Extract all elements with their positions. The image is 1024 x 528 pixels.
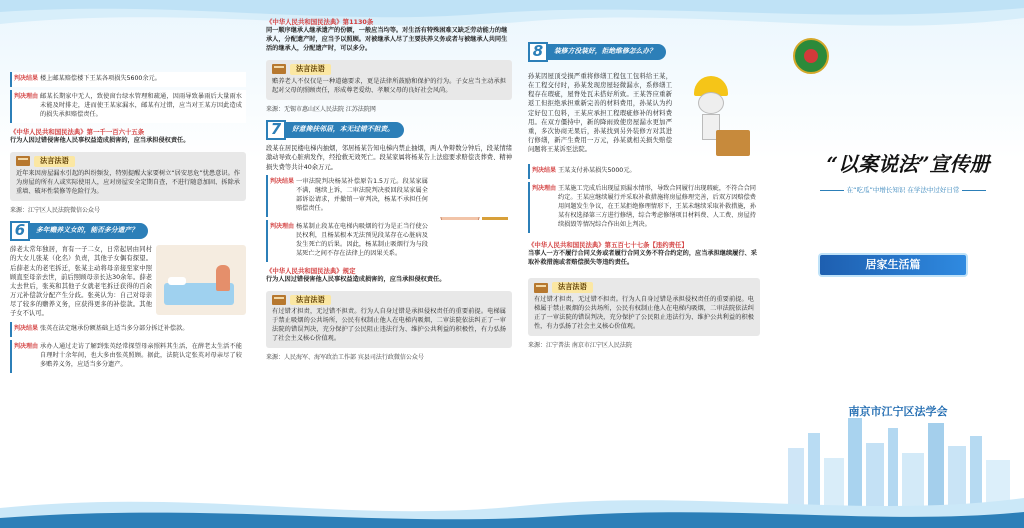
case-header bbox=[528, 42, 760, 62]
reason-tag: 判决理由 bbox=[532, 185, 557, 193]
law-title: 《中华人民共和国民法典》第一千一百六十五条 bbox=[10, 127, 145, 136]
panel-1 bbox=[0, 0, 258, 528]
legal-tip-box bbox=[528, 278, 760, 335]
legal-tip-box bbox=[266, 60, 512, 99]
law-title: 《中华人民共和国民法典》第五百七十七条【违约责任】 bbox=[528, 241, 688, 250]
source-note: 来源：江宁区人民法院微信公众号 bbox=[10, 206, 101, 214]
brochure-subtitle-row bbox=[798, 186, 1008, 195]
panel-2 bbox=[258, 0, 520, 528]
cover-panel bbox=[768, 0, 1024, 528]
law-text: 行为人因过错侵害他人民事权益造成损害的，应当承担侵权责任。 bbox=[10, 137, 190, 145]
case-story-text: 段某在居民楼电梯内抽烟，邻居杨某告知电梯内禁止抽烟，两人争辩数分钟后，段某情绪激动导致心脏病发作，经抢救无效死亡。段某家属将杨某告上法庭要求赔偿丧葬费、精神损失费等共计40余万元。 bbox=[266, 145, 512, 171]
panel-3 bbox=[520, 0, 768, 528]
case-title: 好意搀扶邻居，本无过错不担责。 bbox=[284, 122, 404, 138]
case-number: 7 bbox=[266, 120, 286, 140]
reason-tag: 判决理由 bbox=[14, 343, 39, 351]
case-story-text: 薛老太常年独居，育有一子二女，日常起居由同村的大女儿张某（化名）负责，其他子女偶有探望。后薛老太的老宅拆迁，张某主动将母亲接至家中照顾直至母亲去世，前后照顾母亲长达30余年。薛老太去世后，张英和其他子女就老宅拆迁获得的百余万元补偿款分配产生分歧。张英认为：自己对母亲尽了较多的赡养义务，应获得更多的补偿款。其他子女不认可。 bbox=[10, 246, 152, 318]
case-title: 多年赡养义女的，能否多分遗产？ bbox=[28, 223, 148, 239]
verdict-block bbox=[266, 175, 512, 217]
result-tag: 判决结果 bbox=[14, 325, 39, 333]
source-note: 来源：江宁普法 南京市江宁区人民法院 bbox=[528, 341, 632, 349]
reason-text: 邮某长期家中无人，致使窗台绿水管理和疏通，因雨导致暴雨后大量雨水未能及时排走，进而使王某家漏水，邮某有过错，应当对王某方因此造成的损失承担赔偿责任。 bbox=[40, 92, 242, 118]
source-note: 来源：无锡市惠山区人民法院 江苏法院网 bbox=[266, 105, 376, 113]
legal-tip-text: 有过错才担责，无过错不担责。行为人自身过错是承担侵权责任的重要前提。电梯属于禁止吸烟的公共场所，公民有权制止他人在电梯内吸烟，二审法院依法纠正了一审法院的错误判决，充分保护了公民阻止违法行为、维护公共利益的积极性，有力弘扬了社会主义核心价值观。 bbox=[272, 308, 506, 343]
law-text: 同一顺序继承人继承遗产的份额，一般应当均等。对生活有特殊困难又缺乏劳动能力的继承人，分配遗产时，应当予以照顾。对被继承人尽了主要扶养义务或者与被继承人共同生活的继承人，分配遗产时，可以多分。 bbox=[266, 27, 508, 53]
result-text: 一审法院判决杨某补偿原告1.5万元。段某家属不满，继续上诉，二审法院判决驳回段某家属全部诉讼请求，并撤销一审判决，杨某不承担任何赔偿责任。 bbox=[296, 177, 428, 212]
source-note: 来源：人民海军、海军政治工作部 宾县司法行政微信公众号 bbox=[266, 354, 424, 362]
legal-tip-box bbox=[10, 152, 246, 200]
legal-tip-title: 法言法语 bbox=[290, 295, 331, 305]
case-story bbox=[528, 72, 760, 154]
verdict-block bbox=[10, 72, 246, 87]
book-icon bbox=[272, 295, 286, 305]
result-text: 张英在法定继承份额基础上适当多分部分拆迁补偿款。 bbox=[40, 325, 189, 333]
legal-tip-title: 法言法语 bbox=[552, 282, 593, 292]
result-tag: 判决结果 bbox=[270, 177, 295, 185]
organization-name: 南京市江宁区法学会 bbox=[848, 405, 948, 418]
reason-block bbox=[10, 340, 246, 373]
legal-tip-title: 法言法语 bbox=[290, 64, 331, 74]
legal-tip-text: 赡养老人不仅仅是一种道德要求，更是法律所鼓励和保护的行为。子女应当主动承担起对父母的照顾责任，形成尊老爱幼、孝顺父母的良好社会风尚。 bbox=[272, 77, 506, 94]
brochure-title: “以案说法”宣传册 bbox=[826, 152, 990, 176]
case-header bbox=[10, 221, 246, 241]
reason-tag: 判决理由 bbox=[14, 92, 39, 100]
reason-block bbox=[10, 90, 246, 123]
reason-tag: 判决理由 bbox=[270, 222, 295, 230]
bottom-wave-decoration bbox=[0, 468, 1024, 528]
reason-text: 杨某制止段某在电梯内吸烟的行为是正当行使公民权利，且杨某根本无法预见段某存在心脏病及发生死亡的后果。因此，杨某制止吸烟行为与段某死亡之间不存在法律上的因果关系。 bbox=[296, 222, 428, 257]
reason-block bbox=[528, 182, 760, 233]
law-text: 行为人因过错侵害他人民事权益造成损害的，应当承担侵权责任。 bbox=[266, 275, 446, 283]
book-icon bbox=[16, 156, 30, 166]
law-title: 《中华人民共和国民法典》规定 bbox=[266, 266, 356, 275]
verdict-block bbox=[528, 164, 760, 179]
book-icon bbox=[272, 64, 286, 74]
caregiving-illustration bbox=[156, 245, 246, 315]
legal-tip-title: 法言法语 bbox=[34, 156, 75, 166]
law-society-emblem bbox=[793, 38, 829, 74]
case-story-text: 孙某因屋顶受损严重将修缮工程包工包料给王某，在工程交付时，孙某发现房屋轻微漏水，系修缮工程存在瑕疵，屋脊处瓦未搭好所致。王某答应重新返工但拒绝承担重新完善的材料费用，孙某认为约定好包工包料，王某应承担工程瑕疵修补的材料费用。在双方僵持中，新的降雨致使房屋漏水更加严重，多次协商无果后，孙某找到另外装修方对其进行修缮，新产生费用一万元，孙某就相关损失赔偿问题将王某诉至法院。 bbox=[528, 73, 672, 153]
brochure-subtitle: 在“吃瓜”中增长知识 在学法中过好日常 bbox=[846, 186, 960, 194]
case-story bbox=[10, 245, 246, 318]
legal-tip-text: 近年来因房屋漏水引起的纠纷频发，特别提醒大家要树立“居安思危”忧患意识。作为房屋的所有人或实际使用人，应对房屋安全定期自查，不进行随意加固、拆除承重墙、破坏性装修等危险行为。 bbox=[16, 169, 240, 195]
law-text: 当事人一方不履行合同义务或者履行合同义务不符合约定的，应当承担继续履行、采取补救措施或者赔偿损失等违约责任。 bbox=[528, 250, 757, 267]
law-title: 《中华人民共和国民法典》第1130条 bbox=[266, 18, 374, 26]
result-tag: 判决结果 bbox=[532, 167, 557, 175]
case-title: 装修方没装好，拒绝维修怎么办？ bbox=[546, 44, 666, 60]
case-number: 8 bbox=[528, 42, 548, 62]
section-label: 居家生活篇 bbox=[818, 253, 968, 277]
result-text: 楼上邮某赔偿楼下王某各项损失5600余元。 bbox=[40, 75, 161, 82]
toolbox-icon bbox=[716, 130, 750, 156]
result-tag: 判决结果 bbox=[14, 75, 39, 82]
reason-block bbox=[266, 220, 512, 262]
verdict-block bbox=[10, 322, 246, 337]
case-header bbox=[266, 120, 512, 140]
case-number: 6 bbox=[10, 221, 30, 241]
result-text: 王某支付孙某损失5000元。 bbox=[558, 167, 636, 175]
repair-worker-illustration bbox=[676, 72, 760, 162]
legal-tip-text: 有过错才担责，无过错不担责。行为人自身过错是承担侵权责任的重要前提。电梯属于禁止吸烟的公共场所，公民有权制止他人在电梯内吸烟，二审法院依法纠正了一审法院的错误判决，充分保护了公民阻止违法行为、维护公共利益的积极性，有力弘扬了社会主义核心价值观。 bbox=[534, 295, 754, 330]
reason-text: 承办人通过走访了解到张英经常探望母亲照料其生活，在薛老太生活不能自理时十余年间，也大多由张英照顾。据此，法院认定张英对母亲尽了较多赡养义务，应适当多分遗产。 bbox=[40, 343, 242, 369]
legal-tip-box bbox=[266, 291, 512, 348]
book-icon bbox=[534, 283, 548, 293]
reason-text: 王某施工完成后出现屋顶漏水情形，导致合同履行出现瑕疵，不符合合同约定。王某应继续履行并采取补救措施将房屋修理完善，后双方因赔偿费用问题发生争议，在王某拒绝修理情形下，王某未继续采取补救措施，孙某有权选择第三方进行修缮，综合考虑修缮项目材料费、人工费、房屋持续损毁等情况综合作出如上判决。 bbox=[558, 185, 756, 229]
